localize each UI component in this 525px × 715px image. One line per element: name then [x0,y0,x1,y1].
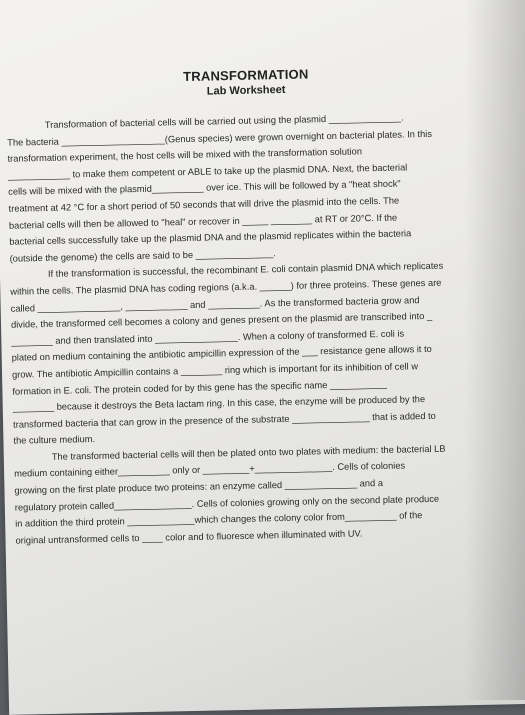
text-line: growing on the first plate produce two proteins: an enzyme called ______________ and a [14,478,384,496]
text-line: regulatory protein called_______________. Cells of colonies growing only on the second plate produce [14,493,440,513]
text-line: bacterial cells will then be allowed to "heal" or recover in _____ ________ at RT or 20°C. If the [8,212,398,231]
text-line: cells will be mixed with the plasmid__________ over ice. This will be followed by a "heat shock" [8,178,401,198]
text-line: original untransformed cells to ____ color and to fluoresce when illuminated with UV. [15,528,363,546]
text-line: ________ because it destroys the Beta lactam ring. In this case, the enzyme will be produced by the [12,394,426,413]
text-line: called ________________, ____________ and __________. As the transformed bacteria grow and [10,294,420,314]
text-line: within the cells. The plasmid DNA has coding regions (a.k.a. ______) for three proteins. These genes are [10,277,442,297]
text-line: transformed bacteria that can grow in the presence of the substrate _______________ that is added to [12,410,436,430]
text-line: The transformed bacterial cells will then be plated onto two plates with medium: the bacterial LB [51,443,446,462]
text-line: If the transformation is successful, the recombinant E. coli contain plasmid DNA which replicates [47,260,444,280]
text-line: in addition the third protein _____________which changes the colony color from__________ of the [15,510,423,529]
text-line: transformation experiment, the host cells will be mixed with the transformation solution [7,146,363,164]
worksheet-body [7,107,516,549]
text-line: treatment at 42 °C for a short period of 50 seconds that will drive the plasmid into the cells. The [8,195,400,214]
text-line: divide, the transformed cell becomes a colony and genes present on the plasmid are transcribed into _ [10,311,433,330]
text-line: the culture medium. [13,434,96,446]
text-line: medium containing either__________ only or _________+_______________. Cells of colonies [14,460,406,480]
text-line: (outside the genome) the cells are said to be _______________. [9,247,276,264]
text-line: formation in E. coli. The protein coded for by this gene has the specific name ___________ [12,378,387,397]
text-line: ____________ to make them competent or ABLE to take up the plasmid DNA. Next, the bacterial [7,162,408,181]
text-line: bacterial cells successfully take up the plasmid DNA and the plasmid replicates within the bacteria [9,228,412,247]
text-line: Transformation of bacterial cells will be carried out using the plasmid ______________. [44,112,404,130]
page-title: TRANSFORMATION [183,66,309,85]
text-line: ________ and then translated into ________________. When a colony of transformed E. coli is [11,328,405,347]
page-subtitle: Lab Worksheet [206,83,286,98]
text-line: The bacteria ____________________(Genus species) were grown overnight on bacterial plates. In this [7,128,433,148]
text-line: grow. The antibiotic Ampicillin contains a ________ ring which is important for its inhibition of cell w [11,361,419,380]
text-line: plated on medium containing the antibiotic ampicillin expression of the ___ resistance gene allows it to [11,344,432,364]
